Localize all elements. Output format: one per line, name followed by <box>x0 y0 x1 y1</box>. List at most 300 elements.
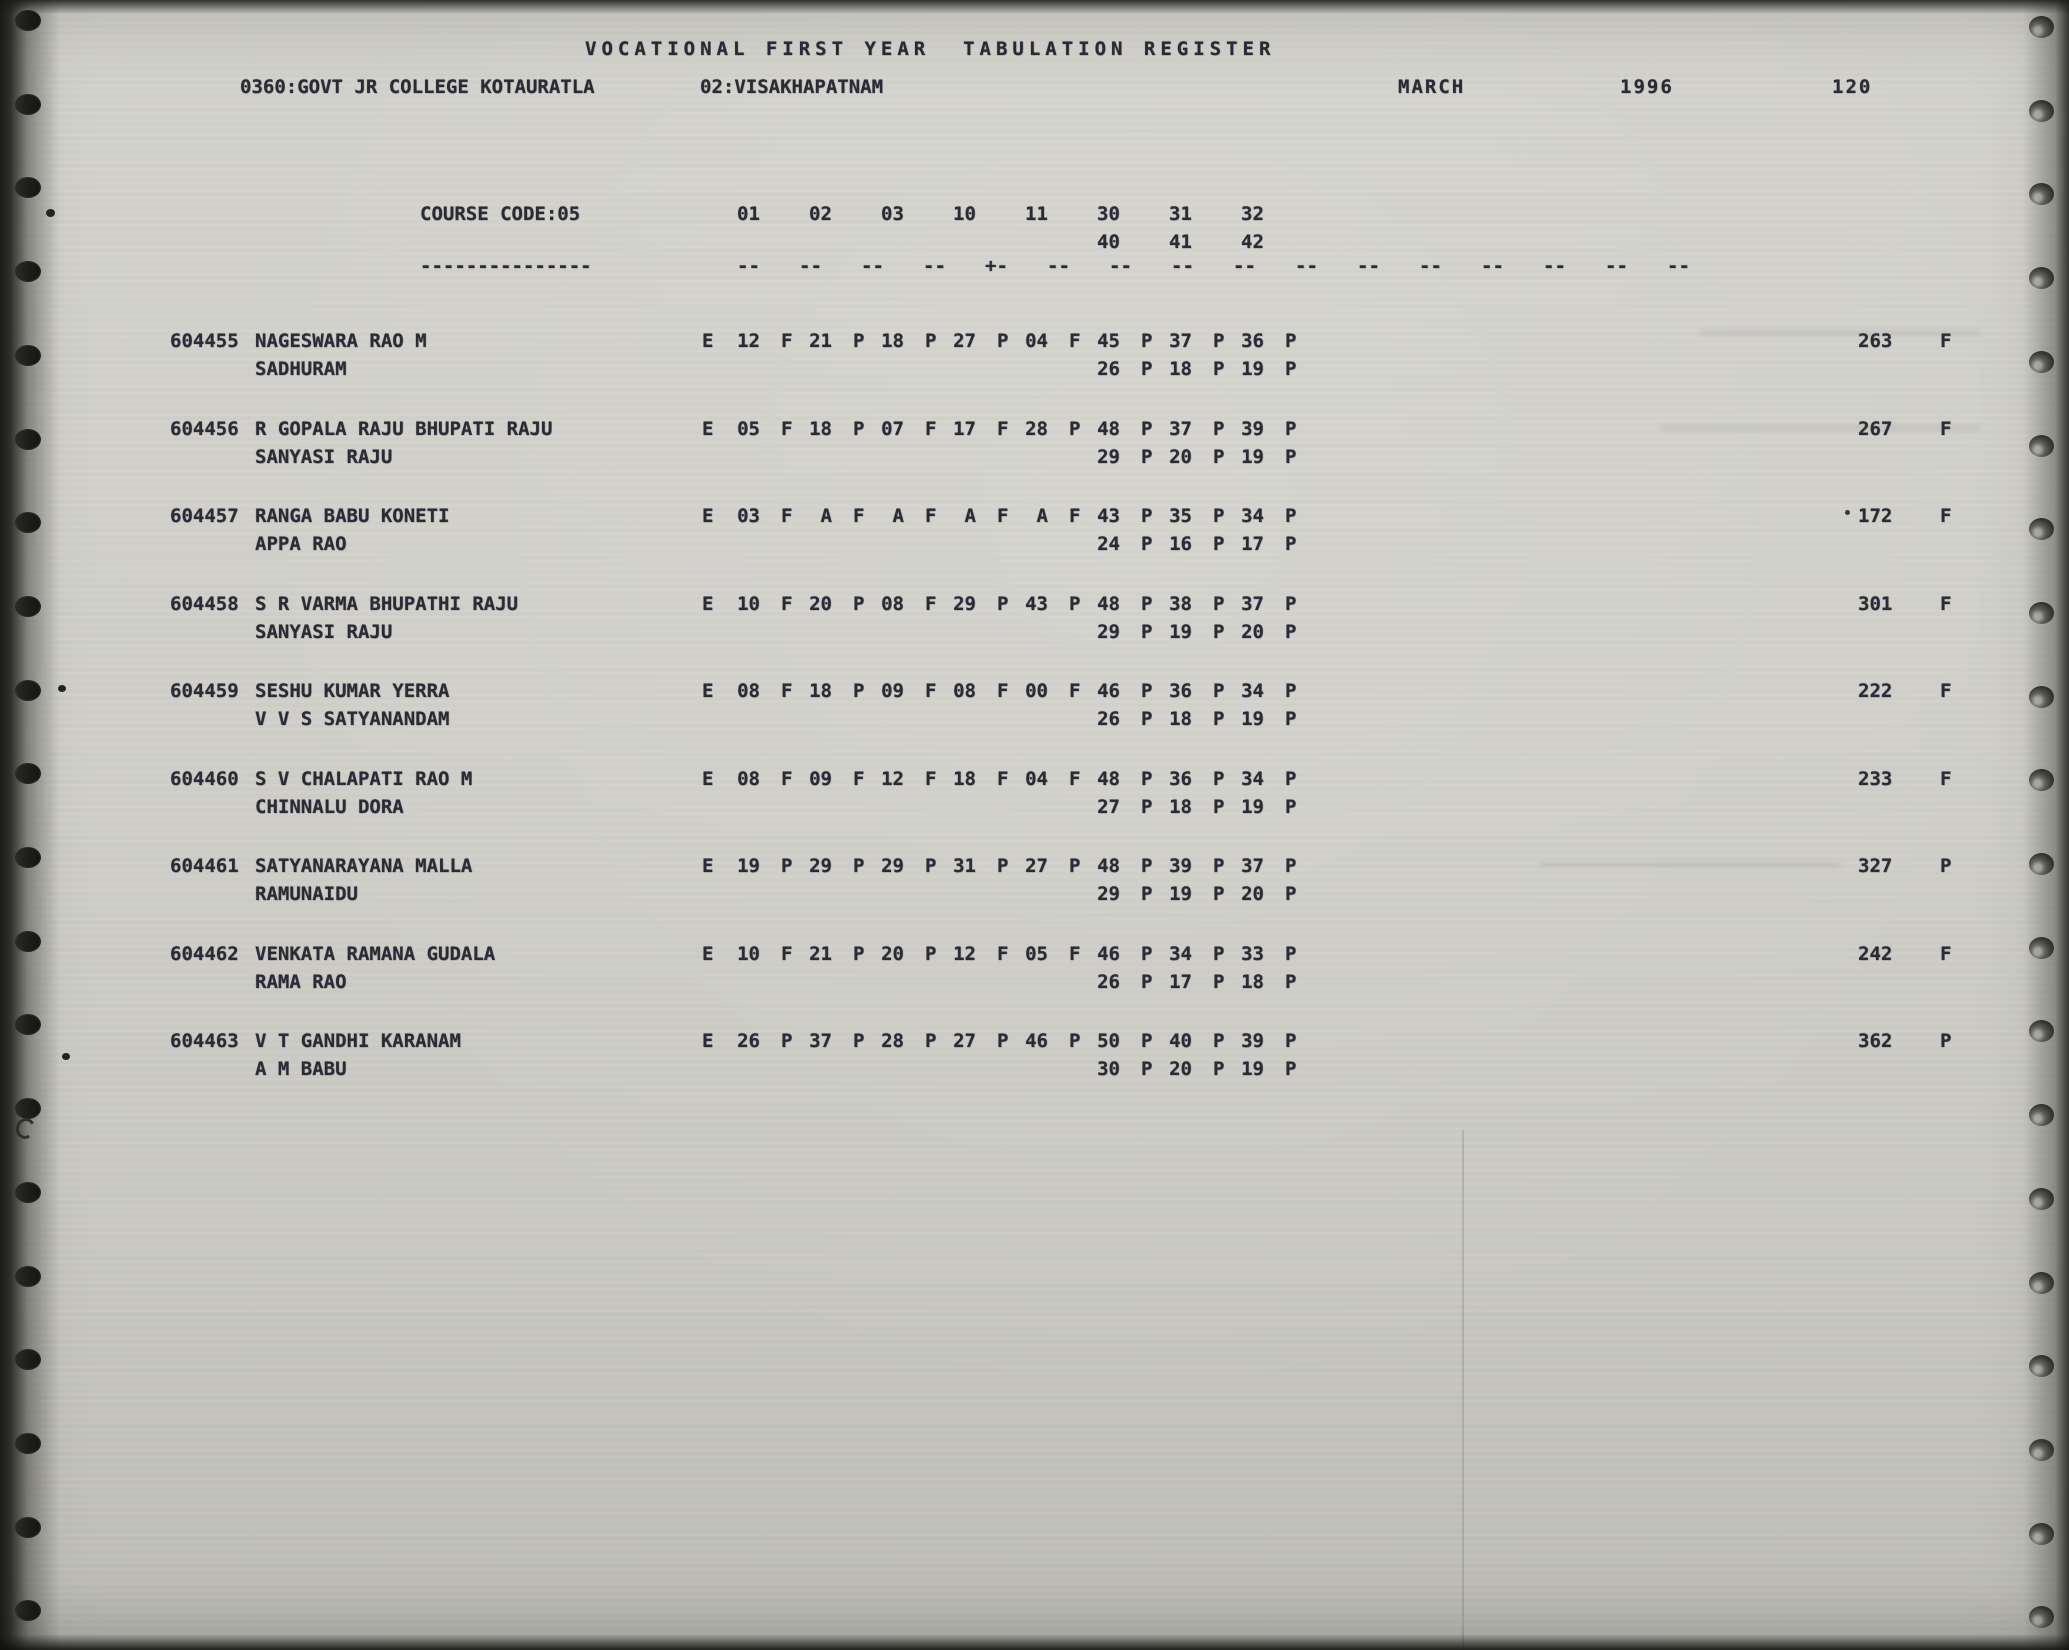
subject-code: 10 <box>953 203 976 225</box>
marks-line1 <box>737 768 1313 790</box>
marks-line2 <box>1097 1058 1313 1080</box>
pass-fail-flag: P <box>1141 505 1153 527</box>
mark-cell <box>1241 1058 1313 1080</box>
mark-cell <box>1241 708 1313 730</box>
mark-value: 21 <box>809 330 832 352</box>
marks-line2 <box>1097 358 1313 380</box>
pass-fail-flag: P <box>997 855 1009 877</box>
mark-cell <box>881 418 953 440</box>
mark-value: 17 <box>1241 533 1264 555</box>
mark-value: 34 <box>1241 767 1264 790</box>
mark-value: 20 <box>1169 1058 1192 1080</box>
column-separator-dashes <box>737 255 1729 277</box>
pass-fail-flag: F <box>1069 767 1081 790</box>
mark-cell <box>1025 505 1097 527</box>
mark-cell <box>881 768 953 790</box>
pass-fail-flag: P <box>1141 767 1153 790</box>
mark-cell <box>1241 621 1313 643</box>
separator-dash: -- <box>1047 255 1070 277</box>
total-marks: 327 <box>1858 855 1893 877</box>
roll-number: 604460 <box>170 767 239 790</box>
mark-cell <box>1025 943 1097 965</box>
mark-value: 37 <box>809 1030 832 1052</box>
mark-value: 43 <box>1097 505 1120 527</box>
mark-value: 28 <box>881 1030 904 1052</box>
mark-value: 50 <box>1097 1030 1120 1052</box>
mark-value: 18 <box>953 767 976 790</box>
mark-cell <box>1097 621 1169 643</box>
mark-cell <box>809 855 881 877</box>
mark-cell <box>953 1030 1025 1052</box>
mark-value: 05 <box>737 417 760 440</box>
father-name: A M BABU <box>255 1058 347 1080</box>
subject-code: 01 <box>737 203 760 225</box>
pass-fail-flag: P <box>853 680 865 702</box>
mark-value: 27 <box>1097 795 1120 818</box>
mark-value: 39 <box>1169 855 1192 877</box>
mark-cell <box>881 680 953 702</box>
student-name: VENKATA RAMANA GUDALA <box>255 942 496 965</box>
pass-fail-flag: P <box>1285 680 1297 702</box>
pass-fail-flag: P <box>1141 855 1153 877</box>
mark-value: 29 <box>1097 883 1120 905</box>
medium-code: E <box>702 1030 714 1052</box>
mark-value: 33 <box>1241 942 1264 965</box>
mark-cell <box>1025 680 1097 702</box>
result-flag: P <box>1940 855 1952 877</box>
mark-value: A <box>1036 505 1048 527</box>
mark-value: 18 <box>881 330 904 352</box>
separator-dash: -- <box>1357 255 1380 277</box>
roll-number: 604456 <box>170 417 239 440</box>
mark-value: 07 <box>881 417 904 440</box>
mark-cell <box>1025 1030 1097 1052</box>
total-marks: 222 <box>1858 680 1893 702</box>
mark-cell <box>1169 768 1241 790</box>
mark-cell <box>809 593 881 615</box>
mark-value: 48 <box>1097 592 1120 615</box>
pass-fail-flag: P <box>1069 417 1081 440</box>
mark-value: 20 <box>881 942 904 965</box>
pass-fail-flag: P <box>1285 942 1297 965</box>
pass-fail-flag: P <box>1141 358 1153 380</box>
separator-dash: -- <box>1419 255 1442 277</box>
mark-value: 39 <box>1241 1030 1264 1052</box>
mark-cell <box>1241 593 1313 615</box>
mark-value: 19 <box>1241 445 1264 468</box>
exam-year: 1996 <box>1620 76 1674 98</box>
student-name: V T GANDHI KARANAM <box>255 1030 461 1052</box>
father-name: SADHURAM <box>255 358 347 380</box>
medium-code: E <box>702 330 714 352</box>
mark-value: 35 <box>1169 505 1192 527</box>
mark-cell <box>953 855 1025 877</box>
mark-cell <box>953 943 1025 965</box>
paper-edge-bottom <box>0 1634 2069 1650</box>
mark-cell <box>1169 358 1241 380</box>
pass-fail-flag: F <box>853 767 865 790</box>
pass-fail-flag: P <box>1213 855 1225 877</box>
mark-value: 18 <box>1169 795 1192 818</box>
student-name: S R VARMA BHUPATHI RAJU <box>255 592 519 615</box>
mark-value: 09 <box>809 767 832 790</box>
mark-value: 12 <box>881 767 904 790</box>
pass-fail-flag: F <box>781 417 793 440</box>
mark-value: 17 <box>953 417 976 440</box>
mark-value: 21 <box>809 942 832 965</box>
marks-line1 <box>737 1030 1313 1052</box>
mark-value: 19 <box>1169 883 1192 905</box>
separator-dash: +- <box>985 255 1008 277</box>
mark-value: 18 <box>1241 970 1264 993</box>
subject-code: 02 <box>809 203 832 225</box>
pass-fail-flag: F <box>925 505 937 527</box>
mark-cell <box>809 330 881 352</box>
mark-cell <box>1241 358 1313 380</box>
mark-cell <box>881 593 953 615</box>
mark-cell <box>1241 796 1313 818</box>
mark-cell <box>1241 943 1313 965</box>
paper-edge-right <box>2023 0 2069 1650</box>
pass-fail-flag: P <box>1285 505 1297 527</box>
pass-fail-flag: P <box>925 330 937 352</box>
mark-value: 37 <box>1241 592 1264 615</box>
paper-edge-top <box>0 0 2069 14</box>
separator-dash: -- <box>1109 255 1132 277</box>
mark-value: 19 <box>1169 620 1192 643</box>
total-marks: 263 <box>1858 330 1893 352</box>
mark-value: A <box>892 505 904 527</box>
roll-number: 604455 <box>170 330 239 352</box>
mark-cell <box>881 855 953 877</box>
mark-cell <box>1169 971 1241 993</box>
mark-value: 19 <box>737 855 760 877</box>
subject-column-headers-row1 <box>737 203 1313 225</box>
pass-fail-flag: P <box>1285 767 1297 790</box>
mark-value: 48 <box>1097 767 1120 790</box>
student-row <box>0 505 2069 563</box>
mark-value: 10 <box>737 592 760 615</box>
mark-cell <box>1097 358 1169 380</box>
mark-value: 20 <box>809 592 832 615</box>
pass-fail-flag: F <box>781 680 793 702</box>
mark-cell <box>1241 680 1313 702</box>
marks-line1 <box>737 680 1313 702</box>
pass-fail-flag: F <box>997 767 1009 790</box>
mark-cell <box>737 855 809 877</box>
mark-cell <box>1097 971 1169 993</box>
mark-cell <box>881 330 953 352</box>
total-marks: 301 <box>1858 592 1893 615</box>
separator-dash: -- <box>1233 255 1256 277</box>
subject-code: 30 <box>1097 203 1120 225</box>
ink-speck <box>1845 510 1850 515</box>
mark-value: 19 <box>1241 795 1264 818</box>
pass-fail-flag: P <box>1213 620 1225 643</box>
mark-cell <box>1169 418 1241 440</box>
pass-fail-flag: P <box>1213 883 1225 905</box>
scan-smudge <box>1700 330 1980 336</box>
mark-cell <box>1241 533 1313 555</box>
pass-fail-flag: P <box>1285 1058 1297 1080</box>
mark-value: 16 <box>1169 533 1192 555</box>
mark-cell <box>1025 593 1097 615</box>
medium-code: E <box>702 417 714 440</box>
mark-cell <box>737 1030 809 1052</box>
student-row <box>0 593 2069 651</box>
mark-cell <box>1097 943 1169 965</box>
pass-fail-flag: P <box>1213 708 1225 730</box>
mark-cell <box>953 330 1025 352</box>
mark-cell <box>1097 533 1169 555</box>
student-row <box>0 330 2069 388</box>
pass-fail-flag: P <box>1213 680 1225 702</box>
mark-cell <box>1169 680 1241 702</box>
mark-value: 20 <box>1241 620 1264 643</box>
mark-value: 29 <box>881 855 904 877</box>
pass-fail-flag: P <box>925 1030 937 1052</box>
total-marks: 242 <box>1858 942 1893 965</box>
pass-fail-flag: P <box>1285 970 1297 993</box>
ink-speck <box>62 1053 70 1060</box>
mark-cell <box>809 768 881 790</box>
mark-cell <box>1241 855 1313 877</box>
pass-fail-flag: P <box>1213 330 1225 352</box>
subject-code: 32 <box>1241 203 1264 225</box>
mark-cell <box>1169 446 1241 468</box>
mark-value: 19 <box>1241 1058 1264 1080</box>
result-flag: F <box>1940 505 1952 527</box>
medium-code: E <box>702 855 714 877</box>
mark-cell <box>1241 883 1313 905</box>
mark-value: 08 <box>881 592 904 615</box>
mark-value: 29 <box>1097 445 1120 468</box>
mark-cell <box>737 593 809 615</box>
mark-cell <box>1169 330 1241 352</box>
pass-fail-flag: P <box>1213 445 1225 468</box>
father-name: SANYASI RAJU <box>255 620 393 643</box>
district-code-name: 02:VISAKHAPATNAM <box>700 76 884 98</box>
mark-cell <box>1241 768 1313 790</box>
mark-cell <box>1241 330 1313 352</box>
father-name: V V S SATYANANDAM <box>255 708 450 730</box>
pass-fail-flag: P <box>1285 1030 1297 1052</box>
mark-value: 46 <box>1097 680 1120 702</box>
pass-fail-flag: P <box>925 942 937 965</box>
mark-value: 46 <box>1097 942 1120 965</box>
separator-dash: -- <box>737 255 760 277</box>
pass-fail-flag: P <box>853 417 865 440</box>
mark-value: 28 <box>1025 417 1048 440</box>
mark-cell <box>1097 883 1169 905</box>
marks-line1 <box>737 943 1313 965</box>
mark-value: 48 <box>1097 855 1120 877</box>
marks-line2 <box>1097 883 1313 905</box>
father-name: CHINNALU DORA <box>255 795 404 818</box>
mark-value: 19 <box>1241 708 1264 730</box>
pass-fail-flag: F <box>781 767 793 790</box>
mark-cell <box>1241 418 1313 440</box>
pass-fail-flag: P <box>853 592 865 615</box>
result-flag: F <box>1940 592 1952 615</box>
student-name: SATYANARAYANA MALLA <box>255 855 473 877</box>
pass-fail-flag: P <box>1285 417 1297 440</box>
mark-cell <box>1097 708 1169 730</box>
mark-value: 29 <box>953 592 976 615</box>
student-row <box>0 943 2069 1001</box>
page-title: VOCATIONAL FIRST YEAR TABULATION REGISTER <box>585 38 1276 60</box>
pass-fail-flag: P <box>1141 1058 1153 1080</box>
separator-dash: -- <box>1481 255 1504 277</box>
mark-cell <box>1169 1058 1241 1080</box>
marks-line2 <box>1097 621 1313 643</box>
pass-fail-flag: P <box>853 855 865 877</box>
student-name: SESHU KUMAR YERRA <box>255 680 450 702</box>
page-number: 120 <box>1832 76 1873 98</box>
medium-code: E <box>702 767 714 790</box>
pass-fail-flag: P <box>1285 330 1297 352</box>
pass-fail-flag: F <box>997 942 1009 965</box>
mark-cell <box>1097 1058 1169 1080</box>
pass-fail-flag: F <box>1069 505 1081 527</box>
mark-value: 39 <box>1241 417 1264 440</box>
total-marks: 267 <box>1858 417 1893 440</box>
pass-fail-flag: F <box>925 592 937 615</box>
pass-fail-flag: P <box>1069 592 1081 615</box>
mark-value: 36 <box>1169 767 1192 790</box>
subject-code: 11 <box>1025 203 1048 225</box>
pass-fail-flag: P <box>1285 445 1297 468</box>
mark-value: 34 <box>1241 505 1264 527</box>
pass-fail-flag: P <box>1285 620 1297 643</box>
mark-value: 05 <box>1025 942 1048 965</box>
pass-fail-flag: P <box>1213 1058 1225 1080</box>
mark-value: 36 <box>1241 330 1264 352</box>
subject-code: 42 <box>1241 231 1264 253</box>
mark-cell <box>881 1030 953 1052</box>
mark-cell <box>953 505 1025 527</box>
mark-cell <box>1241 971 1313 993</box>
pass-fail-flag: P <box>1285 533 1297 555</box>
mark-cell <box>1169 593 1241 615</box>
mark-value: 18 <box>809 417 832 440</box>
mark-cell <box>1097 505 1169 527</box>
scan-smudge <box>1660 425 1980 431</box>
pass-fail-flag: P <box>1213 417 1225 440</box>
father-name: SANYASI RAJU <box>255 445 393 468</box>
mark-cell <box>1097 330 1169 352</box>
total-marks: 233 <box>1858 767 1893 790</box>
pass-fail-flag: P <box>1069 855 1081 877</box>
roll-number: 604461 <box>170 855 239 877</box>
pass-fail-flag: F <box>925 767 937 790</box>
mark-value: 10 <box>737 942 760 965</box>
pass-fail-flag: P <box>1141 1030 1153 1052</box>
father-name: RAMA RAO <box>255 970 347 993</box>
mark-cell <box>1241 505 1313 527</box>
mark-value: A <box>820 505 832 527</box>
pass-fail-flag: F <box>997 417 1009 440</box>
pass-fail-flag: P <box>1141 592 1153 615</box>
mark-cell <box>1169 621 1241 643</box>
mark-value: 08 <box>737 767 760 790</box>
father-name: RAMUNAIDU <box>255 883 358 905</box>
mark-value: 12 <box>953 942 976 965</box>
pass-fail-flag: P <box>853 1030 865 1052</box>
mark-value: 37 <box>1169 417 1192 440</box>
mark-value: 18 <box>1169 358 1192 380</box>
mark-value: 37 <box>1241 855 1264 877</box>
mark-cell <box>953 768 1025 790</box>
pass-fail-flag: F <box>1069 330 1081 352</box>
mark-value: 18 <box>1169 708 1192 730</box>
mark-cell <box>737 943 809 965</box>
student-name: NAGESWARA RAO M <box>255 330 427 352</box>
mark-value: 19 <box>1241 358 1264 380</box>
mark-cell <box>1097 418 1169 440</box>
mark-cell <box>1169 505 1241 527</box>
pass-fail-flag: P <box>997 330 1009 352</box>
marks-line1 <box>737 418 1313 440</box>
mark-value: 27 <box>953 1030 976 1052</box>
marks-line1 <box>737 855 1313 877</box>
result-flag: P <box>1940 1030 1952 1052</box>
father-name: APPA RAO <box>255 533 347 555</box>
pass-fail-flag: P <box>1141 970 1153 993</box>
roll-number: 604457 <box>170 505 239 527</box>
pass-fail-flag: P <box>1141 330 1153 352</box>
mark-cell <box>1241 1030 1313 1052</box>
marks-line2 <box>1097 446 1313 468</box>
pass-fail-flag: F <box>1069 942 1081 965</box>
student-name: S V CHALAPATI RAO M <box>255 767 473 790</box>
marks-line2 <box>1097 971 1313 993</box>
mark-value: 30 <box>1097 1058 1120 1080</box>
marks-line2 <box>1097 533 1313 555</box>
mark-cell <box>953 593 1025 615</box>
mark-value: 20 <box>1241 883 1264 905</box>
pass-fail-flag: P <box>1141 680 1153 702</box>
mark-cell <box>1169 883 1241 905</box>
course-code-label: COURSE CODE:05 <box>420 203 581 225</box>
marks-line2 <box>1097 796 1313 818</box>
mark-value: 18 <box>809 680 832 702</box>
mark-cell <box>809 505 881 527</box>
pass-fail-flag: P <box>781 855 793 877</box>
roll-number: 604458 <box>170 592 239 615</box>
mark-value: 37 <box>1169 330 1192 352</box>
pass-fail-flag: P <box>1141 708 1153 730</box>
medium-code: E <box>702 505 714 527</box>
student-row <box>0 768 2069 826</box>
roll-number: 604463 <box>170 1030 239 1052</box>
mark-value: 26 <box>1097 970 1120 993</box>
mark-cell <box>737 680 809 702</box>
mark-value: 43 <box>1025 592 1048 615</box>
pass-fail-flag: P <box>781 1030 793 1052</box>
mark-value: 08 <box>953 680 976 702</box>
pass-fail-flag: P <box>1141 883 1153 905</box>
pass-fail-flag: P <box>1213 358 1225 380</box>
mark-value: 03 <box>737 505 760 527</box>
pass-fail-flag: P <box>1213 767 1225 790</box>
paper-edge-left <box>0 0 60 1650</box>
mark-value: 45 <box>1097 330 1120 352</box>
student-row <box>0 680 2069 738</box>
pass-fail-flag: P <box>1285 358 1297 380</box>
mark-cell <box>1241 446 1313 468</box>
mark-value: 31 <box>953 855 976 877</box>
